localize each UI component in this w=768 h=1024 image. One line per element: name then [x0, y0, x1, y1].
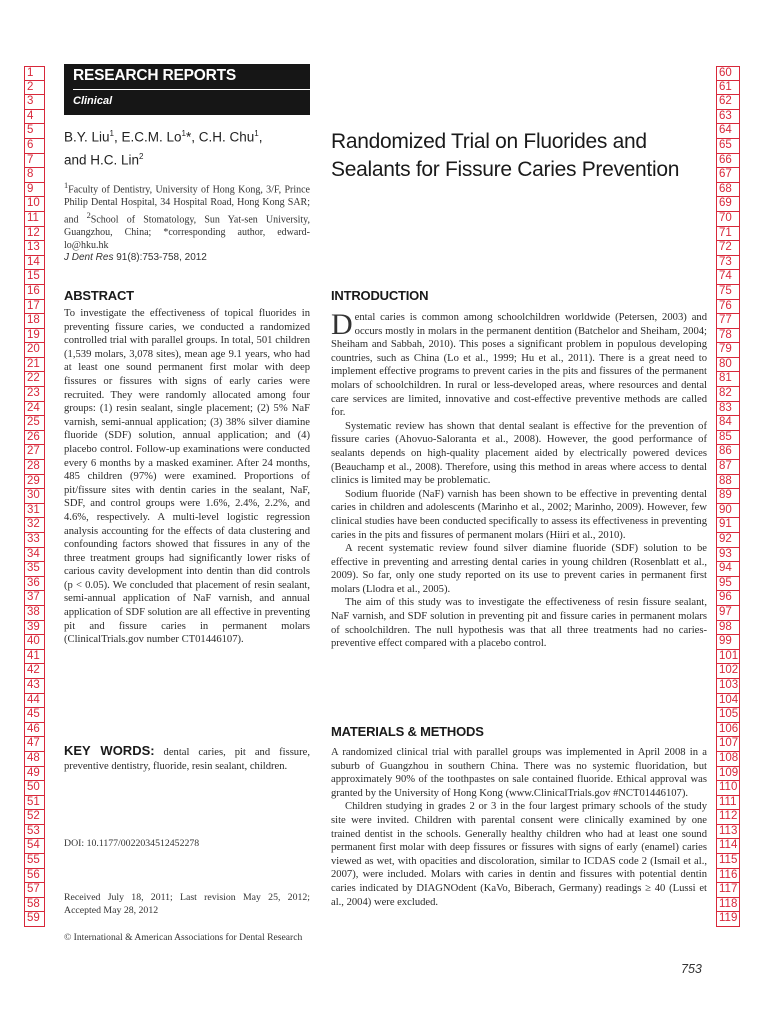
line-number: 76	[716, 300, 740, 315]
line-number: 59	[24, 912, 45, 927]
keywords: KEY WORDS: dental caries, pit and fissure, preventive dentistry, fluoride, resin sealant, children.	[64, 743, 310, 772]
line-number: 51	[24, 796, 45, 811]
line-number: 6	[24, 139, 45, 154]
line-number: 29	[24, 475, 45, 490]
line-number: 16	[24, 285, 45, 300]
line-number: 99	[716, 635, 740, 650]
line-number: 79	[716, 343, 740, 358]
line-number: 48	[24, 752, 45, 767]
line-number: 52	[24, 810, 45, 825]
line-number: 93	[716, 548, 740, 563]
line-number: 26	[24, 431, 45, 446]
copyright: © International & American Associations for Dental Research	[64, 932, 303, 943]
line-number: 39	[24, 621, 45, 636]
line-number: 11	[24, 212, 45, 227]
drop-cap: D	[331, 308, 353, 341]
methods-body: A randomized clinical trial with parallel groups was implemented in April 2008 in a suburb of Guangzhou in southern China. There was no systemic fluoridation, but approximately 90% of the toothpastes on sale contained fluoride. Ethical approval was granted by the University of Hong Kong (www.ClinicalTrials.gov #NCT01446107). Children studying in grades 2 or 3 in the four largest primary schools of the study site were invited. Children with parental consent were clinically examined by one trained dentist in the schools. Generally healthy children who had at least one sound permanent first molar with deep fissures or fissures with signs of early (enamel) caries viewed as wet, with opacities and discoloration, similar to ICDAS code 2 (Ismail et al., 2007), were included. Molars with caries in dentin and fissures with potential dentin caries indicated by DIAGNOdent (KaVo, Biberach, Germany) readings ≥ 40 (Lussi et al., 2004) were excluded.	[331, 747, 707, 908]
line-number: 36	[24, 577, 45, 592]
line-number: 111	[716, 796, 740, 811]
line-number: 68	[716, 183, 740, 198]
line-number: 73	[716, 256, 740, 271]
line-number: 47	[24, 737, 45, 752]
line-number: 82	[716, 387, 740, 402]
line-number: 70	[716, 212, 740, 227]
received-dates: Received July 18, 2011; Last revision May 25, 2012; Accepted May 28, 2012	[64, 892, 310, 916]
line-number: 118	[716, 898, 740, 913]
line-number: 89	[716, 489, 740, 504]
line-number: 69	[716, 197, 740, 212]
line-number: 32	[24, 518, 45, 533]
line-number: 5	[24, 124, 45, 139]
line-number: 84	[716, 416, 740, 431]
line-number: 45	[24, 708, 45, 723]
journal-citation: J Dent Res 91(8):753-758, 2012	[64, 252, 207, 263]
line-number: 119	[716, 912, 740, 927]
line-number: 114	[716, 839, 740, 854]
line-number: 108	[716, 752, 740, 767]
line-number: 83	[716, 402, 740, 417]
line-number: 40	[24, 635, 45, 650]
line-number: 106	[716, 723, 740, 738]
line-number: 112	[716, 810, 740, 825]
line-number: 85	[716, 431, 740, 446]
line-number: 7	[24, 154, 45, 169]
line-number: 96	[716, 591, 740, 606]
line-number: 81	[716, 372, 740, 387]
affiliations: $^1$Faculty of Dentistry, University of Hong Kong, 3/F, Prince Philip Dental Hospital, 34 Hospital Road, Hong Kong SAR; and $^2$School of Stomatology, Sun Yat-sen University, Guangzhou, China; *corresponding author, edward-lo@hku.hk	[64, 181, 310, 251]
line-number: 41	[24, 650, 45, 665]
line-number: 109	[716, 767, 740, 782]
line-number: 104	[716, 694, 740, 709]
line-number: 103	[716, 679, 740, 694]
line-number: 28	[24, 460, 45, 475]
line-number: 101	[716, 650, 740, 665]
line-number: 35	[24, 562, 45, 577]
line-number: 86	[716, 445, 740, 460]
page-number: 753	[681, 962, 702, 976]
line-number: 15	[24, 270, 45, 285]
line-number: 27	[24, 445, 45, 460]
line-numbers-right	[716, 66, 740, 927]
line-number: 107	[716, 737, 740, 752]
line-number: 61	[716, 81, 740, 96]
line-number: 117	[716, 883, 740, 898]
line-number: 20	[24, 343, 45, 358]
line-number: 58	[24, 898, 45, 913]
section-title: RESEARCH REPORTS	[73, 67, 237, 84]
banner-divider	[73, 89, 310, 90]
line-number: 46	[24, 723, 45, 738]
line-number: 55	[24, 854, 45, 869]
line-number: 62	[716, 95, 740, 110]
line-number: 113	[716, 825, 740, 840]
line-number: 14	[24, 256, 45, 271]
line-number: 17	[24, 300, 45, 315]
line-number: 75	[716, 285, 740, 300]
line-number: 25	[24, 416, 45, 431]
line-number: 110	[716, 781, 740, 796]
line-number: 9	[24, 183, 45, 198]
line-number: 88	[716, 475, 740, 490]
line-number: 18	[24, 314, 45, 329]
line-number: 30	[24, 489, 45, 504]
abstract-body: To investigate the effectiveness of topical fluorides in preventing fissure caries, we conducted a randomized controlled trial with parallel groups. In total, 501 children (1,539 molars, 3,078 sites), mean age 9.1 years, who had at least one sound permanent first molar with deep fissures or fissures with signs of early caries were recruited. They were randomly allocated among four groups: (1) resin sealant, single placement; (2) 5% NaF varnish, semi-annual application; (3) 38% silver diamine fluoride (SDF) solution, annual application; and (4) placebo control. Follow-up examinations were conducted every 6 months by a masked examiner. After 24 months, 485 children (97%) were examined. Proportions of pit/fissure sites with dentin caries in the sealant, NaF, SDF, and control groups were 1.6%, 2.4%, 2.2%, and 4.6%, respectively. A multi-level logistic regression analysis accounting for the effects of data clustering and confounding factors showed that fissures in any of the three treatment groups had significantly lower risks of carious cavity development into dentin than did controls (p < 0.05). We concluded that placement of resin sealant, semi-annual application of NaF varnish, and annual application of SDF solution are all effective in preventing pit and fissure caries in permanent molars (ClinicalTrials.gov number CT01446107).	[64, 308, 310, 646]
section-banner	[64, 64, 310, 115]
line-number: 77	[716, 314, 740, 329]
introduction-body: Dental caries is common among schoolchildren worldwide (Petersen, 2003) and occurs mostly in molars in the permanent dentition (Batchelor and Sheiham, 2004; Sheiham and Sabbah, 2010). This poses a significant problem in populous developing countries, such as China (Lo et al., 1999; Hu et al., 2011). There is a great need to implement effective programs to prevent caries in the pits and fissures of the permanent molars of schoolchildren. In rural or less-developed areas, where resources and dental care services are limited, innovative and cost-effective preventive methods are called for. Systematic review has shown that dental sealant is effective for the prevention of fissure caries (Ahovuo-Saloranta et al., 2008). However, the good performance of sealants depends on high-quality placement aided by electrically powered devices (Beauchamp et al., 2008). Therefore, using this method in areas where access to dental clinics is limited may be problematic. Sodium fluoride (NaF) varnish has been shown to be effective in preventing dental caries in children and adolescents (Marinho et al., 2002; Marinho, 2009). However, few clinical studies have been conducted specifically to assess its effectiveness in preventing caries in the pits and fissures of permanent molars (Hiiri et al., 2010). A recent systematic review found silver diamine fluoride (SDF) solution to be effective in preventing and arresting dental caries in young children (Rosenblatt et al., 2009). So far, only one study reported on its use to prevent caries in permanent first molars (Llodra et al., 2005). The aim of this study was to investigate the effectiveness of resin fissure sealant, NaF varnish, and SDF solution in preventing pit and fissure caries in permanent molars of schoolchildren. The null hypothesis was that all three treatments had no caries-preventive effect compared with a placebo control.	[331, 308, 707, 650]
line-number: 80	[716, 358, 740, 373]
line-number: 31	[24, 504, 45, 519]
line-number: 10	[24, 197, 45, 212]
line-number: 98	[716, 621, 740, 636]
line-number: 53	[24, 825, 45, 840]
line-number: 72	[716, 241, 740, 256]
line-number: 3	[24, 95, 45, 110]
line-number: 23	[24, 387, 45, 402]
line-number: 66	[716, 154, 740, 169]
line-number: 34	[24, 548, 45, 563]
line-number: 65	[716, 139, 740, 154]
line-number: 97	[716, 606, 740, 621]
line-number: 21	[24, 358, 45, 373]
line-number: 50	[24, 781, 45, 796]
abstract-heading: ABSTRACT	[64, 288, 134, 303]
line-number: 87	[716, 460, 740, 475]
line-number: 44	[24, 694, 45, 709]
line-number: 56	[24, 869, 45, 884]
line-number: 43	[24, 679, 45, 694]
doi: DOI: 10.1177/0022034512452278	[64, 838, 200, 849]
line-number: 67	[716, 168, 740, 183]
line-number: 95	[716, 577, 740, 592]
line-number: 24	[24, 402, 45, 417]
line-number: 115	[716, 854, 740, 869]
line-number: 8	[24, 168, 45, 183]
line-number: 33	[24, 533, 45, 548]
line-number: 37	[24, 591, 45, 606]
article-title: Randomized Trial on Fluorides and Sealants for Fissure Caries Prevention	[331, 130, 680, 181]
line-number: 2	[24, 81, 45, 96]
line-number: 49	[24, 767, 45, 782]
line-numbers-left	[24, 66, 45, 927]
line-number: 74	[716, 270, 740, 285]
line-number: 92	[716, 533, 740, 548]
line-number: 116	[716, 869, 740, 884]
line-number: 57	[24, 883, 45, 898]
methods-heading: MATERIALS & METHODS	[331, 724, 484, 739]
line-number: 12	[24, 227, 45, 242]
line-number: 105	[716, 708, 740, 723]
line-number: 90	[716, 504, 740, 519]
line-number: 94	[716, 562, 740, 577]
line-number: 78	[716, 329, 740, 344]
line-number: 54	[24, 839, 45, 854]
author-list: B.Y. Liu$^1$, E.C.M. Lo$^1$*, C.H. Chu$^1$, and H.C. Lin$^2$	[64, 129, 263, 167]
line-number: 1	[24, 66, 45, 81]
section-subtitle: Clinical	[73, 95, 113, 107]
line-number: 22	[24, 372, 45, 387]
line-number: 38	[24, 606, 45, 621]
line-number: 42	[24, 664, 45, 679]
line-number: 71	[716, 227, 740, 242]
line-number: 13	[24, 241, 45, 256]
line-number: 91	[716, 518, 740, 533]
line-number: 60	[716, 66, 740, 81]
introduction-heading: INTRODUCTION	[331, 288, 429, 303]
line-number: 4	[24, 110, 45, 125]
line-number: 19	[24, 329, 45, 344]
line-number: 64	[716, 124, 740, 139]
line-number: 102	[716, 664, 740, 679]
line-number: 63	[716, 110, 740, 125]
